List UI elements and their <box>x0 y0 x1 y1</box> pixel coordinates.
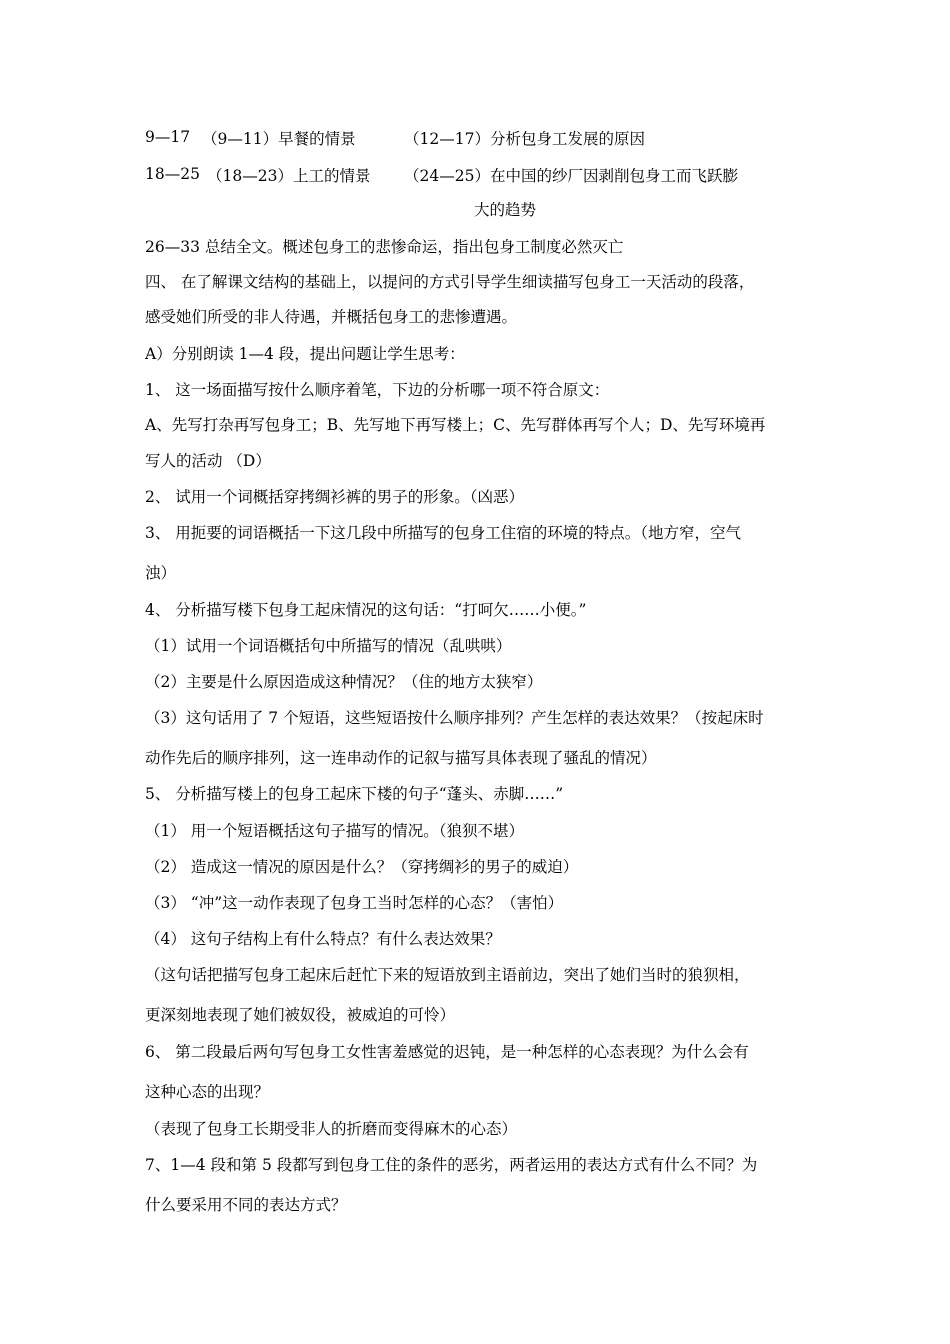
question-3-continued: 浊） <box>145 564 177 582</box>
section-heading: 四、 在了解课文结构的基础上，以提问的方式引导学生细读描写包身工一天活动的段落， <box>145 273 755 291</box>
sub-question: （3）这句话用了 7 个短语，这些短语按什么顺序排列？产生怎样的表达效果？（按起床时 <box>145 709 764 727</box>
outline-range: 18—25 <box>145 165 200 183</box>
outline-right: （24—25）在中国的纱厂因剥削包身工而飞跃膨 <box>404 167 738 185</box>
sub-question: （3） “冲”这一动作表现了包身工当时怎样的心态？（害怕） <box>145 894 564 912</box>
answer-options-continued: 写人的活动 （D） <box>145 452 271 470</box>
question-7-continued: 什么要采用不同的表达方式？ <box>145 1196 347 1214</box>
question-7: 7、1—4 段和第 5 段都写到包身工住的条件的恶劣，两者运用的表达方式有什么不同？为 <box>145 1156 758 1174</box>
question-6: 6、 第二段最后两句写包身工女性害羞感觉的迟钝，是一种怎样的心态表现？为什么会有 <box>145 1043 749 1061</box>
question-1: 1、 这一场面描写按什么顺序着笔，下边的分析哪一项不符合原文： <box>145 381 610 399</box>
outline-left: （18—23）上工的情景 <box>207 167 371 185</box>
sub-question: （2）主要是什么原因造成这种情况？（住的地方太狭窄） <box>145 673 543 691</box>
question-2: 2、 试用一个词概括穿拷绸衫裤的男子的形象。（凶恶） <box>145 488 525 506</box>
question-4: 4、 分析描写楼下包身工起床情况的这句话：“打呵欠……小便。” <box>145 601 587 619</box>
sub-question: （1）试用一个词语概括句中所描写的情况（乱哄哄） <box>145 637 512 655</box>
outline-row-2 <box>145 164 200 184</box>
outline-range: 9—17 <box>145 128 191 146</box>
outline-row-1 <box>145 127 190 147</box>
text-line: 感受她们所受的非人待遇，并概括包身工的悲惨遭遇。 <box>145 308 518 326</box>
answer-options: A、先写打杂再写包身工；B、先写地下再写楼上；C、先写群体再写个人；D、先写环境再 <box>145 416 766 434</box>
sub-question: （4） 这句子结构上有什么特点？有什么表达效果？ <box>145 930 501 948</box>
outline-left: （9—11）早餐的情景 <box>202 130 356 148</box>
question-6-continued: 这种心态的出现？ <box>145 1083 270 1101</box>
outline-right: （12—17）分析包身工发展的原因 <box>404 130 645 148</box>
sub-question: （1） 用一个短语概括这句子描写的情况。（狼狈不堪） <box>145 822 525 840</box>
summary-line: 26—33 总结全文。概述包身工的悲惨命运，指出包身工制度必然灭亡 <box>145 238 624 256</box>
answer-text: （表现了包身工长期受非人的折磨而变得麻木的心态） <box>145 1120 518 1138</box>
outline-right-continued: 大的趋势 <box>473 201 536 219</box>
question-5: 5、 分析描写楼上的包身工起床下楼的句子“蓬头、赤脚……” <box>145 785 564 803</box>
answer-text-continued: 更深刻地表现了她们被奴役，被威迫的可怜） <box>145 1006 456 1024</box>
sub-question: （2） 造成这一情况的原因是什么？（穿拷绸衫的男子的威迫） <box>145 858 579 876</box>
sub-question-continued: 动作先后的顺序排列，这一连串动作的记叙与描写具体表现了骚乱的情况） <box>145 749 657 767</box>
answer-text: （这句话把描写包身工起床后赶忙下来的短语放到主语前边，突出了她们当时的狼狈相， <box>145 966 750 984</box>
text-line: A）分别朗读 1—4 段，提出问题让学生思考： <box>145 345 465 363</box>
question-3: 3、 用扼要的词语概括一下这几段中所描写的包身工住宿的环境的特点。（地方窄，空气 <box>145 524 742 542</box>
